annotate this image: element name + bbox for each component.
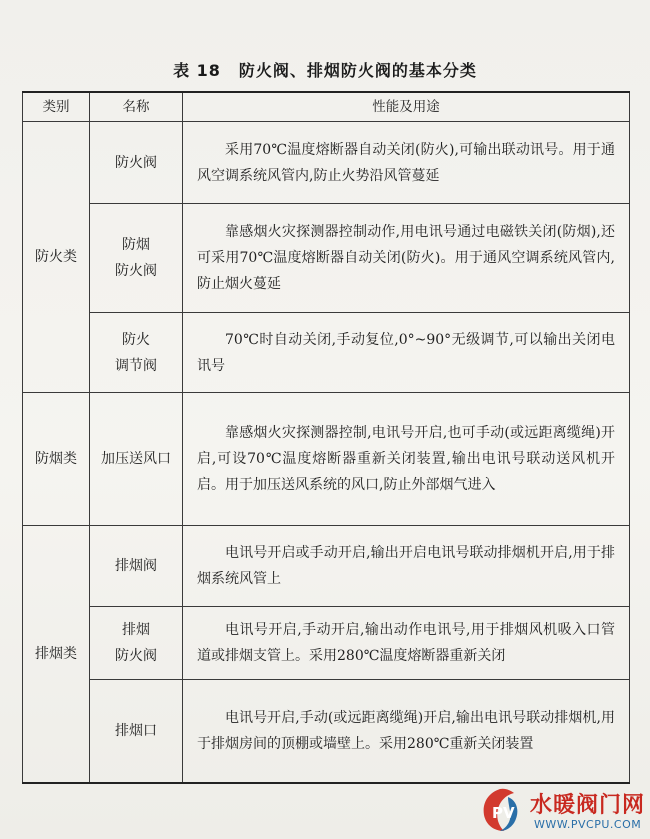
category-cell-smoke-exhaust: 排烟类 (23, 526, 90, 784)
table-number: 表 18 (173, 61, 221, 80)
table-row (23, 607, 630, 680)
desc-cell: 电讯号开启,手动(或远距离缆绳)开启,输出电讯号联动排烟机,用于排烟房间的顶棚或墙壁上。采用280℃重新关闭装置 (183, 680, 630, 784)
header-category: 类别 (23, 92, 90, 122)
category-cell-fire: 防火类 (23, 122, 90, 393)
name-cell: 排烟阀 (90, 526, 183, 607)
table-row (23, 122, 630, 204)
desc-cell: 电讯号开启,手动开启,输出动作电讯号,用于排烟风机吸入口管道或排烟支管上。采用280℃温度熔断器重新关闭 (183, 607, 630, 680)
desc-cell: 采用70℃温度熔断器自动关闭(防火),可输出联动讯号。用于通风空调系统风管内,防止火势沿风管蔓延 (183, 122, 630, 204)
header-name: 名称 (90, 92, 183, 122)
name-cell: 加压送风口 (90, 393, 183, 526)
pv-logo-icon (478, 787, 522, 833)
name-cell: 排烟口 (90, 680, 183, 784)
header-row (23, 92, 630, 122)
table-row (23, 313, 630, 393)
desc-cell: 靠感烟火灾探测器控制动作,用电讯号通过电磁铁关闭(防烟),还可采用70℃温度熔断器自动关闭(防火)。用于通风空调系统风管内,防止烟火蔓延 (183, 204, 630, 313)
svg-text:PV: PV (492, 804, 515, 822)
desc-cell: 70℃时自动关闭,手动复位,0°~90°无级调节,可以输出关闭电讯号 (183, 313, 630, 393)
table-row (23, 526, 630, 607)
classification-table (22, 91, 630, 784)
table-row (23, 393, 630, 526)
table-title: 防火阀、排烟防火阀的基本分类 (238, 61, 477, 80)
name-cell: 排烟 防火阀 (90, 607, 183, 680)
table-caption (0, 58, 650, 81)
watermark-brand: 水暖阀门网 (530, 793, 646, 818)
name-cell: 防火阀 (90, 122, 183, 204)
table-row (23, 680, 630, 784)
watermark-url: WWW.PVCPU.COM (534, 818, 642, 831)
name-cell: 防火 调节阀 (90, 313, 183, 393)
desc-cell: 靠感烟火灾探测器控制,电讯号开启,也可手动(或远距离缆绳)开启,可设70℃温度熔断器重新关闭装置,输出电讯号联动送风机开启。用于加压送风系统的风口,防止外部烟气进入 (183, 393, 630, 526)
table-row (23, 204, 630, 313)
watermark (478, 787, 650, 839)
desc-cell: 电讯号开启或手动开启,输出开启电讯号联动排烟机开启,用于排烟系统风管上 (183, 526, 630, 607)
header-usage: 性能及用途 (183, 92, 630, 122)
category-cell-smoke-prevention: 防烟类 (23, 393, 90, 526)
name-cell: 防烟 防火阀 (90, 204, 183, 313)
